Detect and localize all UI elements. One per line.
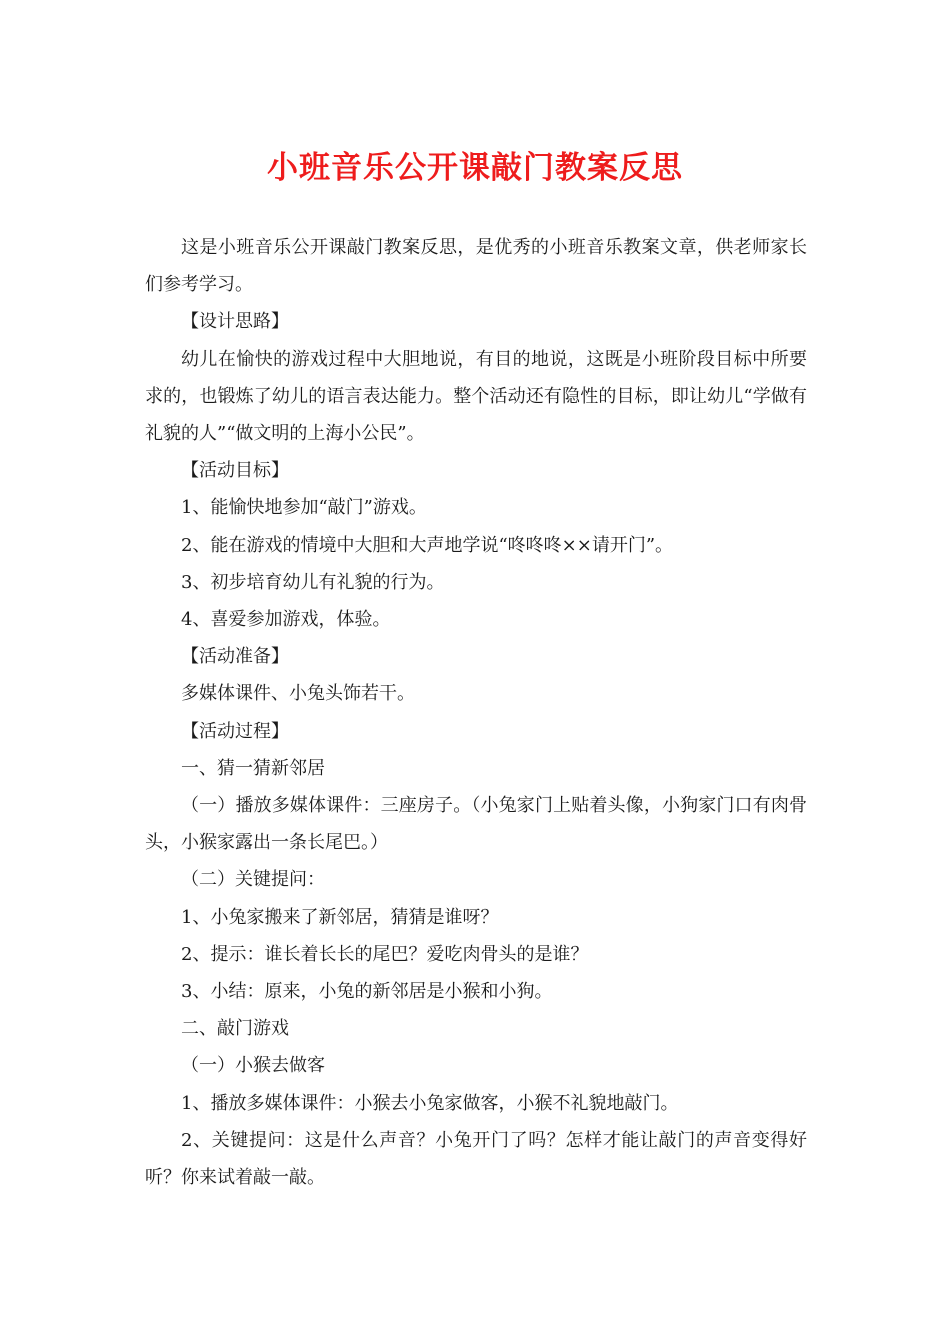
process-step-1-sub-1: （一）播放多媒体课件：三座房子。（小兔家门上贴着头像，小狗家门口有肉骨头，小猴家露出一条长尾巴。） (145, 795, 807, 854)
document-body (145, 229, 807, 1196)
process-step-2-item-1: 1、播放多媒体课件：小猴去小兔家做客，小猴不礼貌地敲门。 (181, 1092, 679, 1114)
preparation-paragraph: 多媒体课件、小兔头饰若干。 (181, 683, 415, 705)
intro-paragraph: 这是小班音乐公开课敲门教案反思，是优秀的小班音乐教案文章，供老师家长们参考学习。 (145, 237, 807, 296)
section-heading-design-idea: 【设计思路】 (181, 311, 289, 333)
goal-item-4: 4、喜爱参加游戏，体验。 (181, 609, 391, 631)
goal-item-1: 1、能愉快地参加“敲门”游戏。 (181, 497, 427, 519)
design-idea-paragraph: 幼儿在愉快的游戏过程中大胆地说，有目的地说，这既是小班阶段目标中所要求的，也锻炼了幼儿的语言表达能力。整个活动还有隐性的目标，即让幼儿“学做有礼貌的人”“做文明的上海小公民”。 (145, 348, 807, 445)
process-step-2-sub-1: （一）小猴去做客 (181, 1055, 325, 1077)
process-step-1-question-2: 2、提示：谁长着长长的尾巴？爱吃肉骨头的是谁？ (181, 943, 589, 965)
process-step-1-sub-2: （二）关键提问： (181, 869, 325, 891)
process-step-1-summary: 3、小结：原来，小兔的新邻居是小猴和小狗。 (181, 981, 553, 1003)
process-step-1-heading: 一、猜一猜新邻居 (181, 757, 325, 779)
section-heading-process: 【活动过程】 (181, 720, 289, 742)
goal-item-3: 3、初步培育幼儿有礼貌的行为。 (181, 571, 445, 593)
goal-item-2: 2、能在游戏的情境中大胆和大声地学说“咚咚咚××请开门”。 (181, 534, 674, 556)
document-title: 小班音乐公开课敲门教案反思 (267, 150, 683, 186)
section-heading-preparation: 【活动准备】 (181, 646, 289, 668)
process-step-1-question-1: 1、小兔家搬来了新邻居，猜猜是谁呀？ (181, 906, 499, 928)
section-heading-goals: 【活动目标】 (181, 460, 289, 482)
process-step-2-heading: 二、敲门游戏 (181, 1018, 289, 1040)
process-step-2-item-2: 2、关键提问：这是什么声音？小兔开门了吗？怎样才能让敲门的声音变得好听？你来试着敲一敲。 (145, 1129, 807, 1189)
